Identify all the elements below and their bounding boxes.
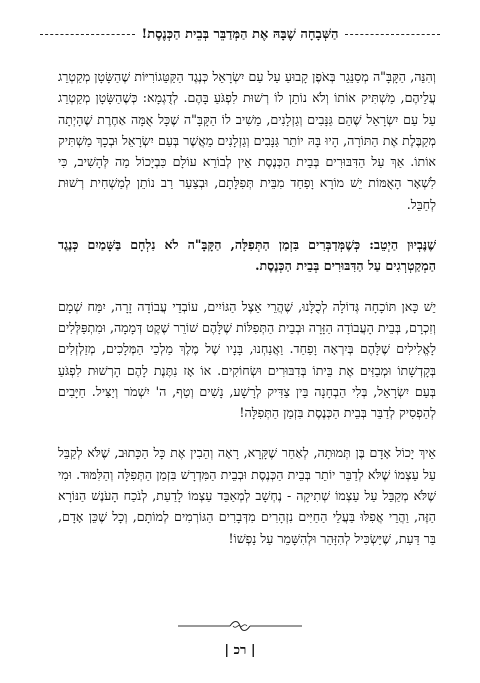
paragraph: יֵשׁ כָּאן תּוֹכָחָה גְּדוֹלָה לְכֻלָּנוּ, שֶׁהֲרֵי אֵצֶל הַגּוֹיִים, עוֹבְדֵי עֲבוֹדָה זָרָה, יִמַּח שְׁמָם וְזִכְרָם, בְּבֵית הָעֲבוֹדָה הַזָּרָה וּבְבֵית הַתְּפִלּוֹת שֶׁלָּהֶם שׁוֹרֵר שֶׁקֶט דְּמָמָה, וּמִתְפַּלְּלִים לָאֱלִילִים שֶׁלָּהֶם בְּיִרְאָה וָפַחַד. וַאֲנַחְנוּ, בָּנָיו שֶׁל מֶלֶךְ מַלְכֵי הַמְּלָכִים, מְזַלְזְלִים בְּקָדְשָׁתוֹ וּמְבַזִּים אֶת בֵּיתוֹ בְּדִבּוּרִים וּשְׂחוֹקִים. אוֹ אָז נִתֶּנֶת לָהֶם הָרְשׁוּת לִפְגֹּעַ בְּעַם יִשְׂרָאֵל, בְּלִי הַבְחָנָה בֵּין צַדִּיק לְרָשָׁע, נָשִׁים וְטַף, ה' יִשְׁמֹר וְיַצִּיל. חַיָּבִים לְהַפְסִיק לְדַבֵּר בְּבֵית הַכְּנֶסֶת בִּזְמַן הַתְּפִלָּה! [58,298,436,421]
header-dashed-rule-left [40,34,136,35]
paragraph: שֶׁנֶּבְיוּן הַיְטֵב: כְּשֶׁמְּדַבְּרִים בִּזְמַן הַתְּפִלָּה, הַקָּבָּ"ה לֹא נִלְחָם בַּשָּׁמַיִם כְּנֶגֶד הַמְקַטְרְגִים עַל הַדִּבּוּרִים בְּבֵית הַכְּנֶסֶת. [58,237,436,274]
page-number: | רכ | [224,643,256,658]
paragraph: אֵיךְ יָכוֹל אָדָם בֶּן תְּמוּתָה, לְאַחַר שֶׁקָּרָא, רָאָה וְהֵבִין אֶת כָּל הַכָּתוּב, שֶׁלֹּא לְקַבֵּל עַל עַצְמוֹ שֶׁלֹּא לְדַבֵּר יוֹתֵר בְּבֵית הַכְּנֶסֶת וּבְבֵית הַמִּדְרָשׁ בִּזְמַן הַתְּפִלָּה וְהַלִּמּוּד. וּמִי שֶׁלֹּא מְקַבֵּל עַל עַצְמוֹ שְׁתִיקָה - נֶחְשָׁב לְמְאַבֵּד עַצְמוֹ לָדַעַת, לְנֹכַח הָעֹנֶשׁ הַנּוֹרָא הַזֶּה, וַהֲרֵי אֲפִלּוּ בַּעֲלֵי הַחַיִּים נִזְהָרִים מִדְּבָרִים הַגּוֹרְמִים לְמוֹתָם, וְכָל שֶׁכֵּן אָדָם, בַּר דַּעַת, שֶׁיַּשְׂכִּיל לְהִזָּהֵר וּלְהִשָּׁמֵר עַל נַפְשׁוֹ! [58,445,436,546]
page-header [40,26,440,42]
page-body [58,66,436,568]
ornamental-divider [178,619,302,633]
header-dashed-rule-right [345,34,441,35]
paragraph: וְהִנֵּה, הַקָּבָּ"ה מְסַנֵּגֵר בְּאֹפֶן קָבוּעַ עַל עַם יִשְׂרָאֵל כְּנֶגֶד הַקַּטֵּגוֹרִיּוֹת שֶׁהַשָּׂטָן מְקַטְרֵג עֲלֵיהֶם, מַשְׁתִּיק אוֹתוֹ וְלֹא נוֹתֵן לוֹ רְשׁוּת לִפְגֹּעַ בָּהֶם. לְדֻגְמָא: כְּשֶׁהַשָּׂטָן מְקַטְרֵג עַל עַם יִשְׂרָאֵל שֶׁהֵם גַּנָּבִים וְגַזְלָנִים, מֵשִׁיב לוֹ הַקָּבָּ"ה שֶׁכָּל אֻמָּה אַחֶרֶת שֶׁהָיְתָה מְקַבֶּלֶת אֶת הַתּוֹרָה, הָיוּ בָּהּ יוֹתֵר גַּנָּבִים וְגַזְלָנִים מֵאֲשֶׁר בְּעַם יִשְׂרָאֵל וּבְכָךְ מַשְׁתִּיק אוֹתוֹ. אַךְ עַל הַדִּבּוּרִים בְּבֵית הַכְּנֶסֶת אֵין לְבוֹרֵא עוֹלָם כִּבְיָכוֹל מַה לְּהָשִׁיב, כִּי לִשְׁאָר הָאֻמּוֹת יֵשׁ מוֹרָא וָפַחַד מִבֵּית תְּפִלָּתָם, וּבְצַעַר רַב נוֹתֵן לְמַשְׁחִית רְשׁוּת לְחַבֵּל. [58,69,436,212]
running-title: הַשְּׁבָחָה שֶׁבָּהּ אֶת הַמְּדַבֵּר בְּבֵית הַכְּנֶסֶת! [141,27,339,42]
